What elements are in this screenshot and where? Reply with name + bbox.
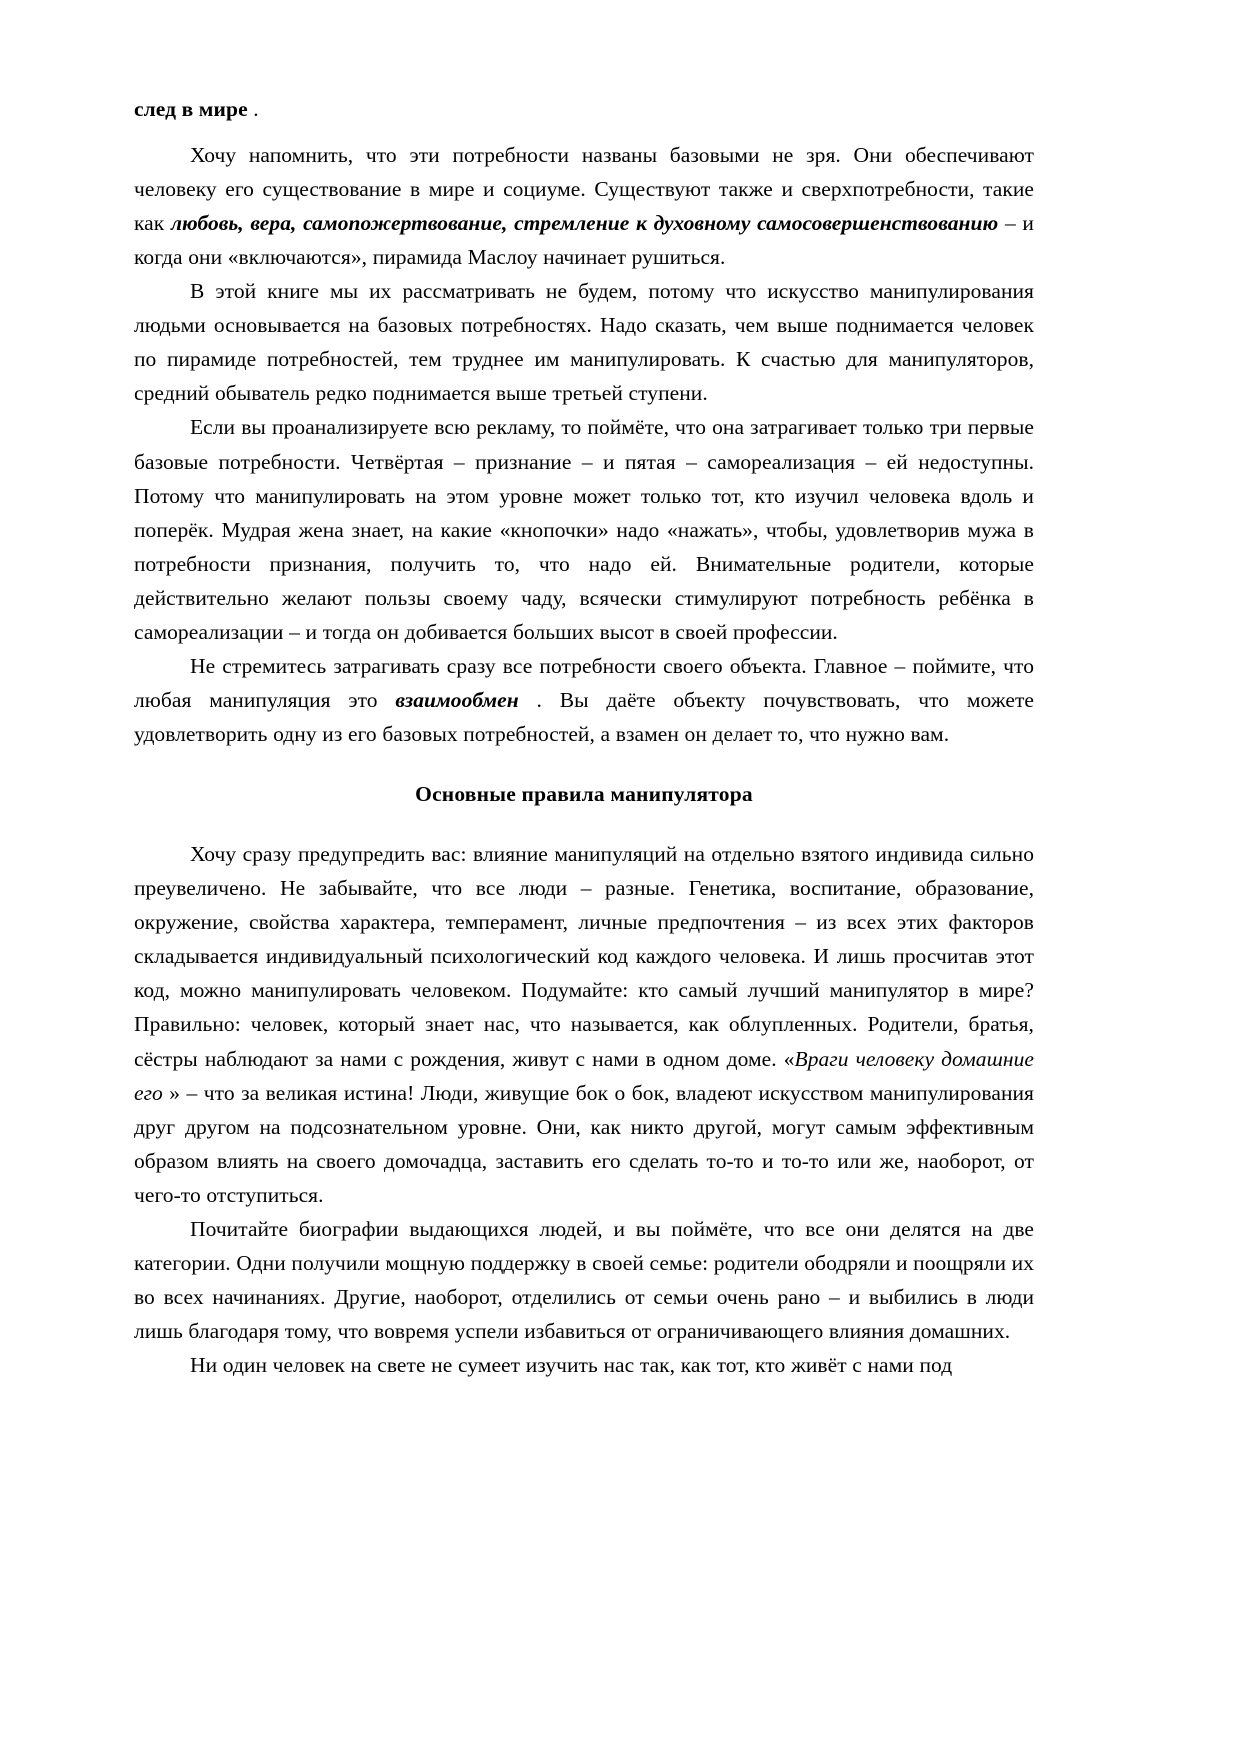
paragraph-5 — [134, 837, 1034, 1212]
paragraph-1-segment-3: – и когда они «включаются», пирамида Маслоу начинает рушиться. — [134, 211, 1034, 270]
paragraph-3 — [134, 410, 1034, 648]
run-in-line — [134, 96, 1034, 124]
run-in-trailing-text: . — [247, 97, 259, 121]
paragraph-6-text: Почитайте биографии выдающихся людей, и вы поймёте, что все они делятся на две категории. Одни получили мощную поддержку в своей семье: родители ободряли и поощряли их во всех начинаниях. Другие, наоборот, отделились от семьи очень рано – и выбились в люди лишь благодаря тому, что вовремя успели избавиться от ограничивающего влияния домашних. — [134, 1216, 1034, 1343]
paragraph-2-text: В этой книге мы их рассматривать не будем, потому что искусство манипулирования людьми основывается на базовых потребностях. Надо сказать, чем выше поднимается человек по пирамиде потребностей, тем труднее им манипулировать. К счастью для манипуляторов, средний обыватель редко поднимается выше третьей ступени. — [134, 279, 1034, 406]
paragraph-5-segment-1: Хочу сразу предупредить вас: влияние манипуляций на отдельно взятого индивида сильно преувеличено. Не забывайте, что все люди – разные. Генетика, воспитание, образование, окружение, свойства характера, темперамент, личные предпочтения – из всех этих факторов складывается индивидуальный психологический код каждого человека. И лишь просчитав этот код, можно манипулировать человеком. Подумайте: кто самый лучший манипулятор в мире? Правильно: человек, который знает нас, что называется, как облупленных. Родители, братья, сёстры наблюдают за нами с рождения, живут с нами в одном доме. « — [134, 842, 1034, 1071]
paragraph-5-quote-italic: Враги человеку домашние его — [134, 1046, 1034, 1105]
paragraph-4-emphasis-bold-italic: взаимообмен — [395, 687, 519, 712]
paragraph-3-text: Если вы проанализируете всю рекламу, то поймёте, что она затрагивает только три первые базовые потребности. Четвёртая – признание – и пятая – самореализация – ей недоступны. Потому что манипулировать на этом уровне может только тот, кто изучил человека вдоль и поперёк. Мудрая жена знает, на какие «кнопочки» надо «нажать», чтобы, удовлетворив мужа в потребности признания, получить то, что надо ей. Внимательные родители, которые действительно желают пользы своему чаду, всячески стимулируют потребность ребёнка в самореализации – и тогда он добивается больших высот в своей профессии. — [134, 415, 1034, 644]
paragraph-1-emphasis-bold-italic: любовь, вера, самопожертвование, стремление к духовному самосовершенствованию — [170, 211, 999, 236]
paragraph-7 — [134, 1348, 1034, 1382]
paragraph-5-segment-3: » – что за великая истина! Люди, живущие бок о бок, владеют искусством манипулирования друг другом на подсознательном уровне. Они, как никто другой, могут самым эффективным образом влиять на своего домочадца, заставить его сделать то-то и то-то или же, наоборот, от чего-то отступиться. — [134, 1080, 1034, 1207]
paragraph-2 — [134, 274, 1034, 410]
page-content — [134, 96, 1034, 1382]
paragraph-1 — [134, 138, 1034, 274]
paragraph-4-segment-3: . Вы даёте объекту почувствовать, что можете удовлетворить одну из его базовых потребностей, а взамен он делает то, что нужно вам. — [134, 687, 1034, 746]
paragraph-1-segment-1: Хочу напомнить, что эти потребности названы базовыми не зря. Они обеспечивают человеку его существование в мире и социуме. Существуют также и сверхпотребности, такие как — [134, 142, 1034, 236]
paragraph-6 — [134, 1212, 1034, 1348]
paragraph-4 — [134, 649, 1034, 751]
run-in-bold-text: след в мире — [134, 97, 248, 121]
section-heading: Основные правила манипулятора — [415, 782, 753, 807]
paragraph-4-segment-1: Не стремитесь затрагивать сразу все потребности своего объекта. Главное – поймите, что любая манипуляция это — [134, 653, 1034, 712]
paragraph-7-text: Ни один человек на свете не сумеет изучить нас так, как тот, кто живёт с нами под — [190, 1353, 953, 1378]
